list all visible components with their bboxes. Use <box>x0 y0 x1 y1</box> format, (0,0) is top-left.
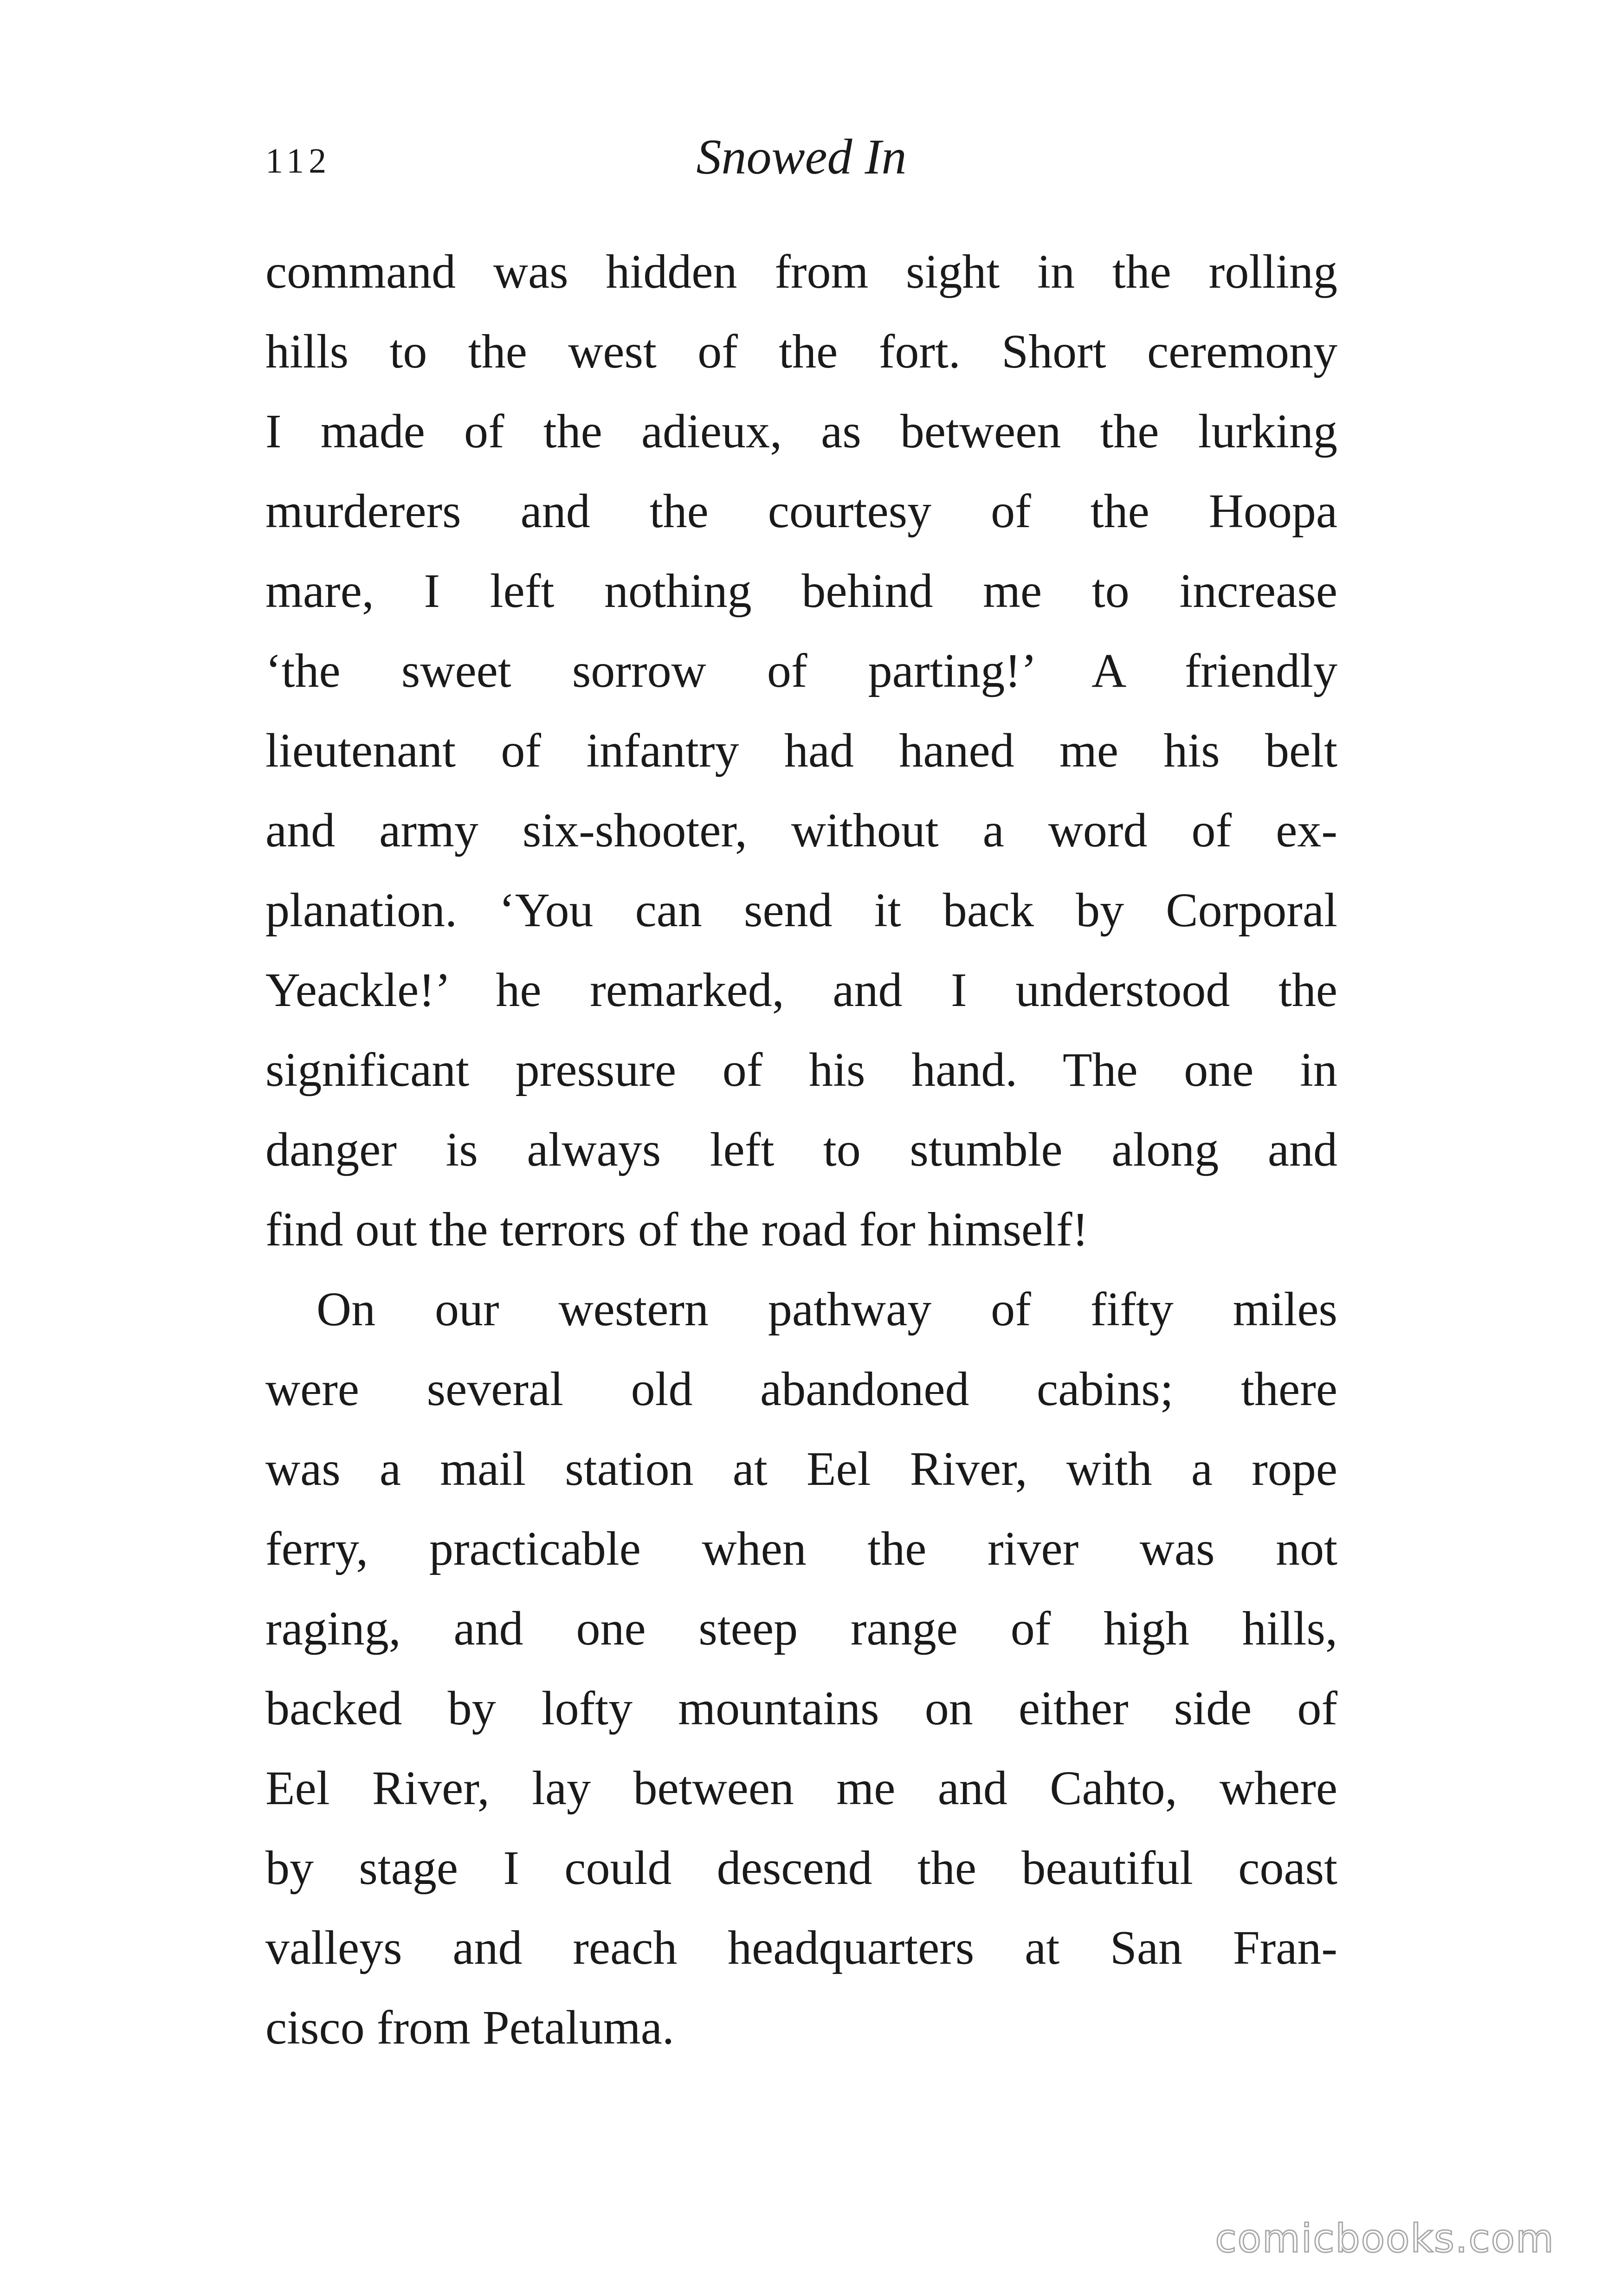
text-line: command was hidden from sight in the rolling <box>265 245 1337 298</box>
text-line: hills to the west of the fort. Short ceremony <box>265 325 1337 378</box>
text-line: planation. ‘You can send it back by Corporal <box>265 884 1337 937</box>
text-line: find out the terrors of the road for himself! <box>265 1203 1089 1256</box>
text-line: Eel River, lay between me and Cahto, where <box>265 1761 1337 1815</box>
text-line: significant pressure of his hand. The one in <box>265 1043 1337 1096</box>
text-line: and army six-shooter, without a word of ex- <box>265 804 1337 857</box>
text-line: backed by lofty mountains on either side of <box>265 1682 1337 1735</box>
text-line: ‘the sweet sorrow of parting!’ A friendly <box>265 644 1337 697</box>
watermark: comicbooks.com <box>1215 2216 1555 2261</box>
text-line: danger is always left to stumble along and <box>265 1123 1337 1176</box>
text-line: valleys and reach headquarters at San Fran- <box>265 1921 1337 1974</box>
text-line: by stage I could descend the beautiful coast <box>265 1841 1337 1895</box>
running-title: Snowed In <box>696 129 907 185</box>
text-line: On our western pathway of fifty miles <box>316 1283 1337 1336</box>
paragraph-1 <box>265 232 1337 1270</box>
body-text <box>265 232 1337 2068</box>
paragraph-2 <box>265 1270 1337 2068</box>
text-line: mare, I left nothing behind me to increase <box>265 564 1337 618</box>
text-line: was a mail station at Eel River, with a rope <box>265 1442 1337 1496</box>
page-number: 112 <box>265 142 331 181</box>
text-line: ferry, practicable when the river was not <box>265 1522 1337 1575</box>
text-line: lieutenant of infantry had haned me his belt <box>265 724 1337 777</box>
text-line: cisco from Petaluma. <box>265 2001 674 2054</box>
running-header <box>265 129 1337 197</box>
text-line: Yeackle!’ he remarked, and I understood the <box>265 963 1337 1017</box>
text-line: murderers and the courtesy of the Hoopa <box>265 484 1337 538</box>
text-line: I made of the adieux, as between the lurking <box>265 405 1337 458</box>
text-line: were several old abandoned cabins; there <box>265 1362 1337 1416</box>
text-line: raging, and one steep range of high hills, <box>265 1602 1337 1655</box>
